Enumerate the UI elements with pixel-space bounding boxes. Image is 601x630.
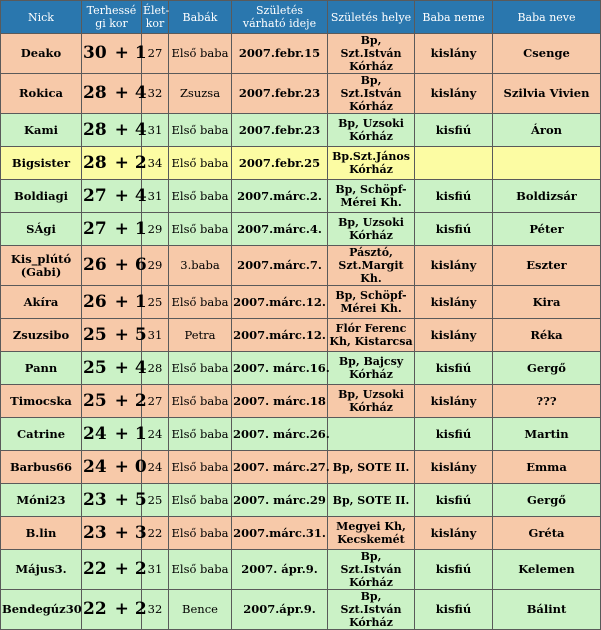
cell-baba-neme: kislány [415,517,493,550]
cell-terhessegi-kor [82,246,147,286]
cell-szules-helye: Bp.Szt.János Kórház [328,147,415,180]
cell-nick: Kis_plútó (Gabi) [1,246,82,286]
table-row [1,114,601,147]
cell-szules-helye [328,418,415,451]
header-baba-neme: Baba neme [415,1,493,34]
cell-eletkor: 31 [142,319,169,352]
cell-nick: Barbus66 [1,451,82,484]
cell-szules-ideje: 2007.febr.25 [232,147,328,180]
table-row [1,352,601,385]
table-row [1,213,601,246]
cell-eletkor: 29 [142,246,169,286]
table-row [1,286,601,319]
cell-babak: Első baba [169,484,232,517]
cell-terhessegi-kor [82,319,147,352]
cell-terhessegi-kor [82,590,147,630]
weeks-value: 30 [83,43,107,63]
weeks-value: 22 [83,599,107,619]
weeks-value: 26 [83,291,107,312]
cell-eletkor: 31 [142,114,169,147]
cell-nick: B.lin [1,517,82,550]
cell-terhessegi-kor [82,385,147,418]
weeks-value: 27 [83,185,107,206]
cell-eletkor: 24 [142,451,169,484]
cell-szules-ideje: 2007.márc.7. [232,246,328,286]
cell-terhessegi-kor [82,114,147,147]
cell-szules-helye: Bp, Schöpf-Mérei Kh. [328,286,415,319]
days-value: + 2 [114,599,147,619]
cell-baba-neme: kisfiú [415,180,493,213]
cell-baba-neme [415,147,493,180]
cell-baba-neme: kisfiú [415,213,493,246]
cell-terhessegi-kor [82,484,147,517]
cell-terhessegi-kor [82,213,147,246]
cell-nick: Kami [1,114,82,147]
days-value: + 1 [114,218,147,239]
cell-szules-ideje: 2007.febr.15 [232,34,328,74]
table-row [1,451,601,484]
cell-babak: Első baba [169,550,232,590]
header-terhessegi-kor: Terhessé gi kor [82,1,142,34]
cell-baba-neve: Réka [493,319,601,352]
cell-szules-ideje: 2007.márc.2. [232,180,328,213]
cell-terhessegi-kor [82,286,147,319]
cell-babak: Első baba [169,286,232,319]
cell-nick: Móni23 [1,484,82,517]
cell-babak: Első baba [169,34,232,74]
header-babak: Babák [169,1,232,34]
days-value: + 5 [114,489,147,510]
cell-szules-helye: Bp, SOTE II. [328,484,415,517]
cell-babak: Első baba [169,385,232,418]
table-row [1,385,601,418]
weeks-value: 27 [83,218,107,239]
weeks-value: 26 [83,255,107,275]
cell-babak: Első baba [169,451,232,484]
weeks-value: 25 [83,324,107,345]
cell-szules-helye: Bp, Schöpf-Mérei Kh. [328,180,415,213]
cell-szules-ideje: 2007. márc.26. [232,418,328,451]
weeks-value: 24 [83,456,107,477]
cell-terhessegi-kor [82,352,147,385]
cell-szules-ideje: 2007. márc.16. [232,352,328,385]
cell-baba-neve: Gergő [493,484,601,517]
cell-baba-neme: kislány [415,385,493,418]
cell-nick: Bendegúz30 [1,590,82,630]
cell-babak: Első baba [169,147,232,180]
days-value: + 5 [114,324,147,345]
cell-eletkor: 32 [142,590,169,630]
cell-baba-neme: kisfiú [415,352,493,385]
cell-szules-helye: Bp, Szt.István Kórház [328,590,415,630]
cell-nick: Deako [1,34,82,74]
table-row [1,34,601,74]
cell-nick: SÁgi [1,213,82,246]
weeks-value: 28 [83,119,107,140]
cell-szules-ideje: 2007.márc.4. [232,213,328,246]
cell-babak: Első baba [169,213,232,246]
cell-terhessegi-kor [82,147,147,180]
cell-baba-neve: Boldizsár [493,180,601,213]
header-szules-ideje: Születés várható ideje [232,1,328,34]
header-eletkor: Élet-kor [142,1,169,34]
weeks-value: 23 [83,489,107,510]
cell-baba-neve: Bálint [493,590,601,630]
cell-eletkor: 25 [142,484,169,517]
days-value: + 2 [114,152,147,173]
cell-terhessegi-kor [82,517,147,550]
cell-nick: Május3. [1,550,82,590]
cell-nick: Catrine [1,418,82,451]
cell-baba-neve: Szilvia Vivien [493,74,601,114]
cell-babak: Első baba [169,352,232,385]
cell-szules-helye: Bp, SOTE II. [328,451,415,484]
cell-szules-helye: Bp, Uzsoki Kórház [328,114,415,147]
cell-szules-ideje: 2007. ápr.9. [232,550,328,590]
cell-baba-neme: kislány [415,286,493,319]
cell-szules-helye: Bp, Uzsoki Kórház [328,213,415,246]
table-body [1,34,601,630]
cell-baba-neme: kislány [415,74,493,114]
cell-nick: Rokica [1,74,82,114]
days-value: + 1 [114,291,147,312]
cell-szules-helye: Bp, Szt.István Kórház [328,34,415,74]
cell-szules-ideje: 2007.ápr.9. [232,590,328,630]
cell-terhessegi-kor [82,180,147,213]
cell-szules-helye: Flór Ferenc Kh, Kistarcsa [328,319,415,352]
cell-szules-ideje: 2007.febr.23 [232,74,328,114]
cell-eletkor: 32 [142,74,169,114]
cell-terhessegi-kor [82,418,147,451]
weeks-value: 25 [83,390,107,411]
cell-baba-neme: kisfiú [415,590,493,630]
days-value: + 4 [114,119,147,140]
header-szules-helye: Születés helye [328,1,415,34]
cell-szules-ideje: 2007. márc.18 [232,385,328,418]
cell-eletkor: 31 [142,180,169,213]
days-value: + 3 [114,522,147,543]
cell-nick: Bigsister [1,147,82,180]
cell-szules-ideje: 2007.márc.12. [232,286,328,319]
cell-baba-neve: Martin [493,418,601,451]
cell-baba-neve: Csenge [493,34,601,74]
days-value: + 6 [114,255,147,275]
days-value: + 1 [114,43,147,63]
cell-babak: 3.baba [169,246,232,286]
cell-baba-neme: kisfiú [415,484,493,517]
cell-szules-helye: Bp, Szt.István Kórház [328,550,415,590]
table-row [1,418,601,451]
table-row [1,246,601,286]
cell-terhessegi-kor [82,74,147,114]
table-row [1,484,601,517]
header-nick: Nick [1,1,82,34]
cell-baba-neve: Kelemen [493,550,601,590]
cell-baba-neve: Kira [493,286,601,319]
cell-nick: Pann [1,352,82,385]
days-value: + 2 [114,390,147,411]
cell-szules-helye: Bp, Uzsoki Kórház [328,385,415,418]
cell-baba-neme: kislány [415,34,493,74]
cell-szules-ideje: 2007. márc.27. [232,451,328,484]
cell-baba-neve [493,147,601,180]
cell-nick: Boldiagi [1,180,82,213]
cell-szules-helye: Pásztó, Szt.Margit Kh. [328,246,415,286]
table-row [1,74,601,114]
cell-baba-neve: Gergő [493,352,601,385]
cell-baba-neme: kisfiú [415,114,493,147]
days-value: + 4 [114,83,147,103]
cell-babak: Első baba [169,517,232,550]
cell-baba-neve: Eszter [493,246,601,286]
cell-nick: Zsuzsibo [1,319,82,352]
cell-terhessegi-kor [82,451,147,484]
cell-eletkor: 29 [142,213,169,246]
cell-babak: Első baba [169,114,232,147]
weeks-value: 28 [83,152,107,173]
cell-baba-neme: kislány [415,451,493,484]
days-value: + 4 [114,357,147,378]
cell-szules-helye: Megyei Kh, Kecskemét [328,517,415,550]
cell-eletkor: 34 [142,147,169,180]
cell-nick: Akíra [1,286,82,319]
cell-eletkor: 27 [142,34,169,74]
cell-baba-neme: kisfiú [415,550,493,590]
cell-baba-neve: ??? [493,385,601,418]
table-row [1,517,601,550]
cell-babak: Első baba [169,418,232,451]
cell-baba-neme: kislány [415,319,493,352]
cell-szules-ideje: 2007.febr.23 [232,114,328,147]
cell-szules-ideje: 2007.márc.12. [232,319,328,352]
table-row [1,550,601,590]
weeks-value: 24 [83,423,107,444]
cell-eletkor: 27 [142,385,169,418]
cell-baba-neve: Gréta [493,517,601,550]
header-row [1,1,601,34]
cell-eletkor: 24 [142,418,169,451]
weeks-value: 25 [83,357,107,378]
cell-eletkor: 31 [142,550,169,590]
cell-terhessegi-kor [82,550,147,590]
days-value: + 2 [114,559,147,579]
cell-eletkor: 25 [142,286,169,319]
cell-babak: Első baba [169,180,232,213]
weeks-value: 28 [83,83,107,103]
weeks-value: 23 [83,522,107,543]
table-row [1,319,601,352]
days-value: + 1 [114,423,147,444]
cell-baba-neve: Emma [493,451,601,484]
table-row [1,590,601,630]
cell-eletkor: 28 [142,352,169,385]
days-value: + 4 [114,185,147,206]
cell-szules-ideje: 2007.márc.31. [232,517,328,550]
cell-szules-ideje: 2007. márc.29 [232,484,328,517]
cell-eletkor: 22 [142,517,169,550]
cell-baba-neve: Áron [493,114,601,147]
days-value: + 0 [114,456,147,477]
table-row [1,147,601,180]
cell-szules-helye: Bp, Szt.István Kórház [328,74,415,114]
cell-terhessegi-kor [82,34,147,74]
cell-baba-neme: kislány [415,246,493,286]
weeks-value: 22 [83,559,107,579]
cell-baba-neme: kisfiú [415,418,493,451]
cell-babak: Bence [169,590,232,630]
cell-babak: Petra [169,319,232,352]
cell-nick: Timocska [1,385,82,418]
table-row [1,180,601,213]
cell-baba-neve: Péter [493,213,601,246]
header-baba-neve: Baba neve [493,1,601,34]
cell-babak: Zsuzsa [169,74,232,114]
cell-szules-helye: Bp, Bajcsy Kórház [328,352,415,385]
